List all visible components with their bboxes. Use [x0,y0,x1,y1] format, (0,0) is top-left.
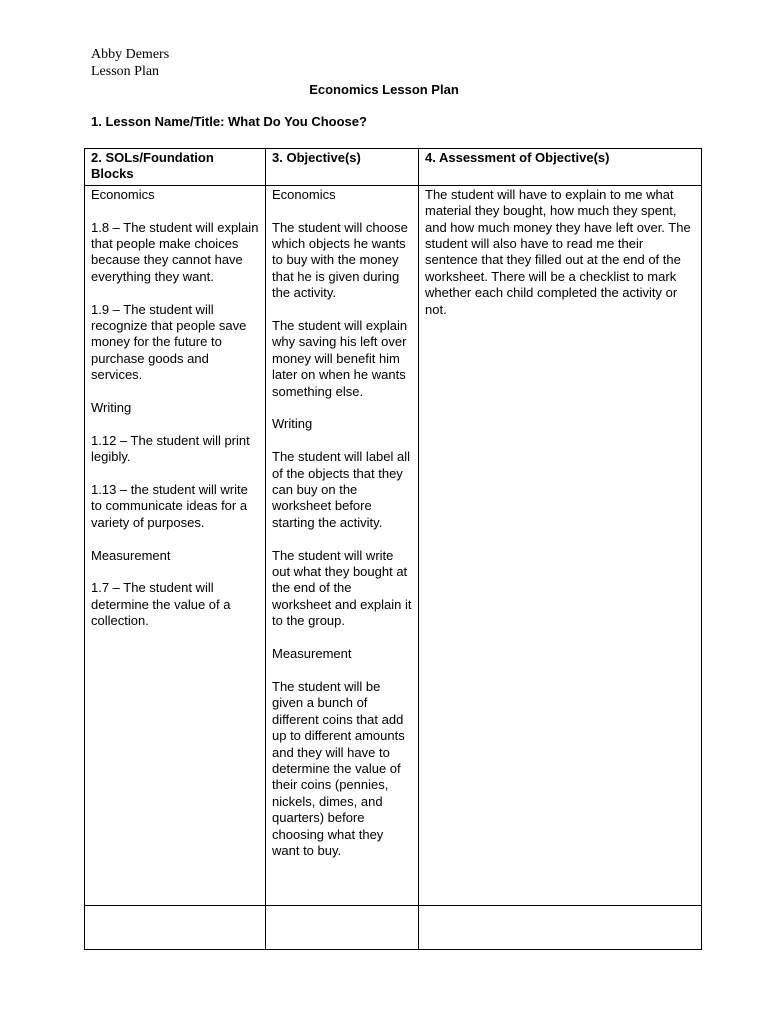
assessment-cell [419,185,702,905]
document-type: Lesson Plan [91,64,160,79]
objective-paragraph: Writing [272,416,313,432]
empty-cell [266,905,419,949]
sols-paragraph: Economics [91,186,155,202]
header-objectives: 3. Objective(s) [266,149,419,186]
header-assessment: 4. Assessment of Objective(s) [419,149,702,186]
lesson-name: 1. Lesson Name/Title: What Do You Choose? [91,114,367,129]
sols-paragraph: Writing [91,400,132,416]
table-header-row [85,149,702,186]
objective-paragraph: Economics [272,186,336,202]
empty-cell [419,905,702,949]
lesson-plan-table [84,148,702,950]
objective-paragraph: The student will be given a bunch of different coins that add up to different amounts and they will have to determine the value of their coins (pennies, nickels, dimes, and quarters) before choosing what they want to buy. [272,678,405,858]
sols-paragraph: 1.8 – The student will explain that people make choices because they cannot have everything they want. [91,219,259,284]
assessment-paragraph: The student will have to explain to me what material they bought, how much they spent, and how much money they have left over. The student will also have to read me their sentence that they filled out at the end of the worksheet. There will be a checklist to mark whether each child completed the activity or not. [425,186,691,317]
document-title: Economics Lesson Plan [309,82,459,97]
header-sols: 2. SOLs/Foundation Blocks [85,149,266,186]
sols-paragraph: Measurement [91,547,171,563]
sols-paragraph: 1.7 – The student will determine the value of a collection. [91,580,231,629]
objective-paragraph: Measurement [272,646,352,662]
objective-paragraph: The student will explain why saving his left over money will benefit him later on when he wants something else. [272,318,408,399]
objective-paragraph: The student will write out what they bought at the end of the worksheet and explain it to the group. [272,547,412,629]
objective-paragraph: The student will choose which objects he wants to buy with the money that he is given during the activity. [272,219,408,301]
table-row [85,185,702,905]
objective-paragraph: The student will label all of the objects that they can buy on the worksheet before starting the activity. [272,449,411,530]
author-block [91,46,169,80]
sols-cell [85,185,266,905]
empty-cell [85,905,266,949]
sols-paragraph: 1.13 – the student will write to communicate ideas for a variety of purposes. [91,482,248,530]
objectives-cell [266,185,419,905]
sols-paragraph: 1.9 – The student will recognize that people save money for the future to purchase goods and services. [91,301,247,383]
author-name: Abby Demers [91,47,170,62]
sols-paragraph: 1.12 – The student will print legibly. [91,432,250,465]
empty-table-row [85,905,702,949]
